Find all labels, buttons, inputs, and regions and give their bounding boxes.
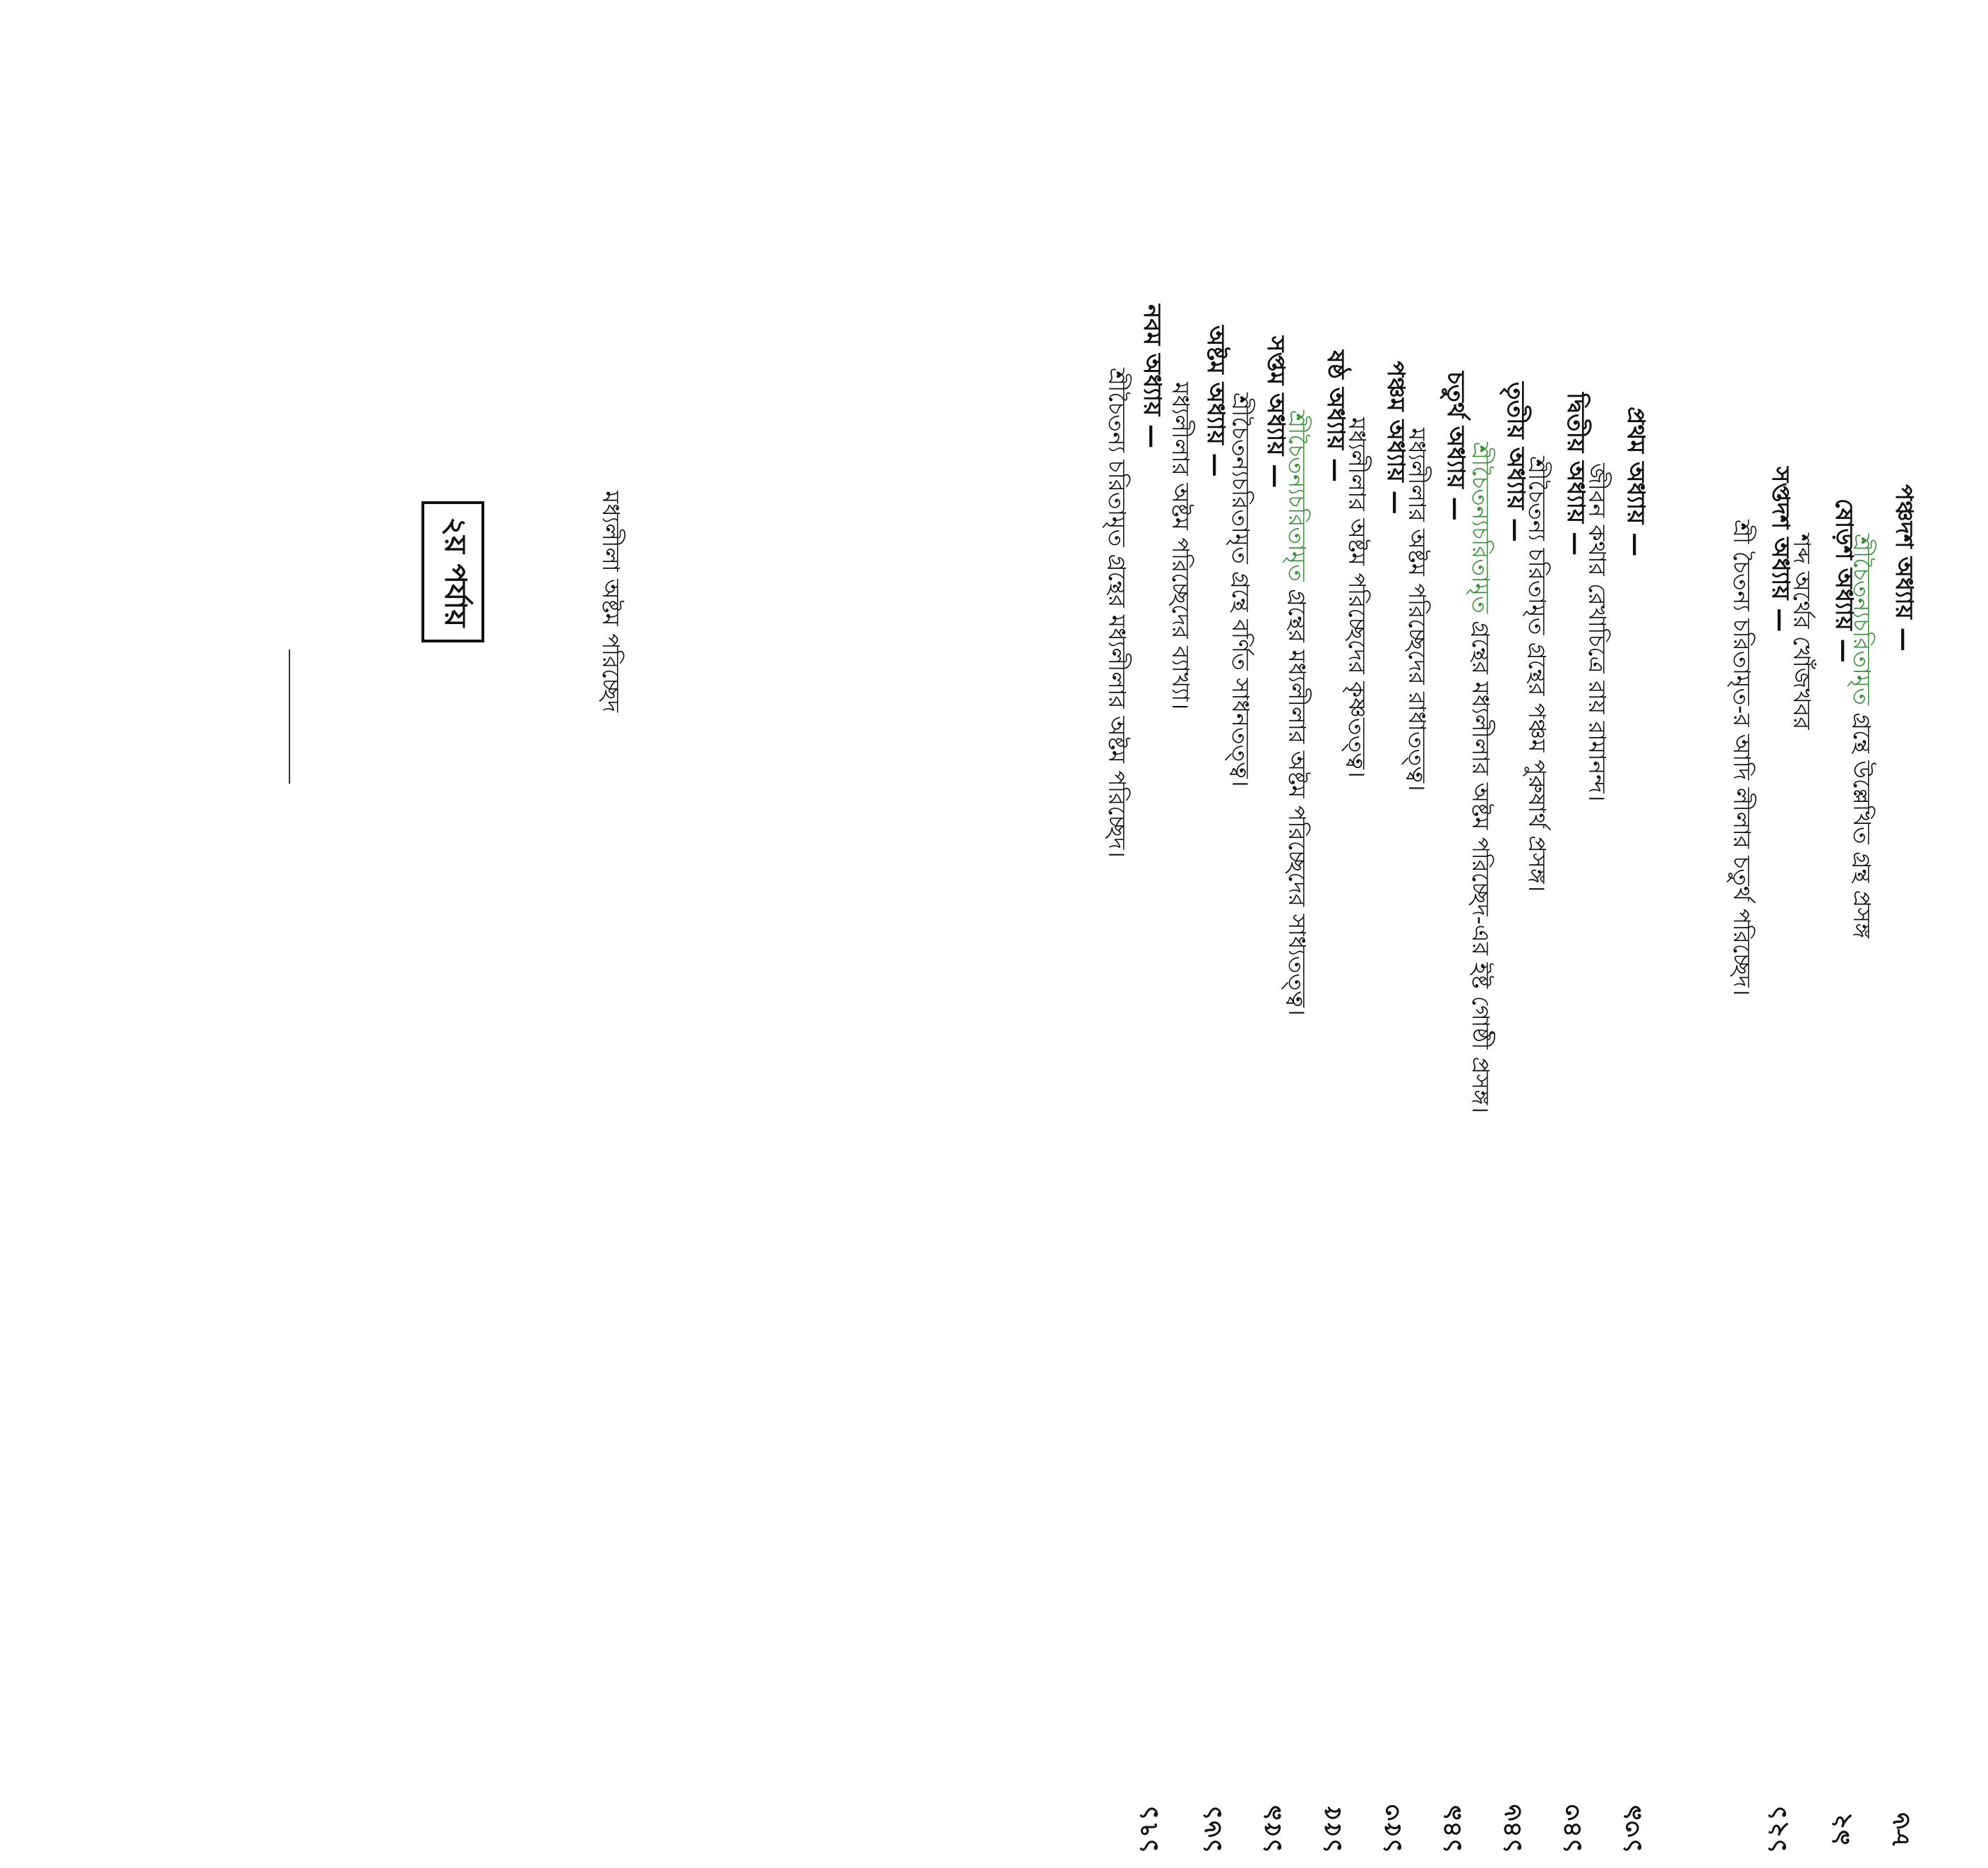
description-text: মধ্যলীলার অষ্টম পরিচ্ছেদের রাধাতত্ত্ব। — [1403, 428, 1431, 791]
chapter-description — [1459, 442, 1499, 1113]
highlighted-book-title: শ্রীচৈতন্যচরিতামৃত — [1848, 534, 1876, 705]
page-number: ১৫৩ — [1378, 1804, 1407, 1855]
page-number: ৮৬ — [1886, 1812, 1915, 1846]
page-number: ১৩৯ — [1618, 1804, 1647, 1855]
chapter-label: পঞ্চম অধ্যায় — — [1382, 361, 1410, 515]
description-text: মধ্যলীলার অষ্টম পরিচ্ছেদের কৃষ্ণতত্ত্ব। — [1343, 417, 1371, 778]
page-number: ১৫৯ — [1258, 1804, 1287, 1855]
description-text: গ্রন্থের মধ্যলীলার অষ্টম পরিচ্ছেদের সাধ্যতত্ত্ব। — [1283, 581, 1311, 1016]
page-number: ১৪৯ — [1438, 1804, 1467, 1855]
highlighted-book-title: শ্রীচৈতন্যচরিতামৃত — [1467, 442, 1495, 613]
chapter-label: নবম অধ্যায় — — [1138, 304, 1166, 449]
description-text: জীবন কথার রেখাচিত্রে রায় রামানন্দ। — [1583, 463, 1611, 802]
description-text: মধ্যলীলার অষ্টম পরিচ্ছেদের ব্যাখ্যা। — [1167, 382, 1194, 710]
description-text: শ্রীচৈতন্য চরিতামৃত গ্রন্থের পঞ্চম পুরুষার্থ প্রসঙ্গ। — [1523, 456, 1551, 892]
chapter-label: ষষ্ঠ অধ্যায় — — [1322, 350, 1350, 482]
chapter-description — [1096, 368, 1135, 858]
chapter-label: তৃতীয় অধ্যায় — — [1502, 382, 1530, 542]
page-number: ১৪৩ — [1558, 1804, 1587, 1855]
page-number: ৯২ — [1826, 1812, 1855, 1846]
description-text: শ্রীচৈতন্য চরিতামৃত গ্রন্থের মধ্যলীলার অষ্টম পরিচ্ছেদ। — [1103, 368, 1131, 858]
page-number: ১৫৫ — [1318, 1804, 1347, 1855]
page-number: ১৪৬ — [1498, 1804, 1527, 1855]
chapter-label: ষোড়শ অধ্যায় — — [1830, 498, 1858, 663]
description-text: গ্রন্থে উল্লেখিত গ্রন্থ প্রসঙ্গ — [1848, 705, 1876, 939]
chapter-label: পঞ্চদশ অধ্যায় — — [1890, 484, 1918, 652]
chapter-label: দ্বিতীয় অধ্যায় — — [1562, 393, 1590, 556]
part-subtitle: মধ্যলীলা অষ্টম পরিচ্ছেদ — [597, 491, 625, 713]
description-text: গ্রন্থের মধ্যলীলার অষ্টম পরিচ্ছেদ-এর ইষ্ট গোষ্ঠী প্রসঙ্গ। — [1467, 613, 1495, 1113]
chapter-description — [1276, 410, 1315, 1016]
highlighted-book-title: শ্রীচৈতন্যচরিতামৃত — [1283, 410, 1311, 582]
chapter-description — [1720, 520, 1760, 996]
end-divider — [289, 649, 290, 784]
description-text: শ্রী চৈতন্য চরিতামৃত-র আদি লীলার চতুর্থ পরিচ্ছেদ। — [1728, 520, 1756, 996]
description-text: শব্দ অর্থের খোঁজখবর — [1788, 534, 1816, 730]
chapter-label: চতুর্থ অধ্যায় — — [1442, 371, 1470, 521]
chapter-label: সপ্তদশ অধ্যায় — — [1766, 467, 1795, 633]
page-number: ১২১ — [1763, 1804, 1792, 1855]
page-number: ১৬১ — [1198, 1804, 1227, 1855]
description-text: শ্রীচৈতন্যচরিতামৃত গ্রন্থে বর্ণিত সাধনতত্ত্ব। — [1227, 393, 1255, 787]
page-number: ১৭১ — [1134, 1804, 1163, 1855]
chapter-label: প্রথম অধ্যায় — — [1622, 407, 1650, 557]
chapter-label: সপ্তম অধ্যায় — — [1262, 336, 1290, 489]
part-heading: ২য় পর্যায় — [421, 501, 484, 642]
chapter-label: অষ্টম অধ্যায় — — [1202, 325, 1230, 477]
